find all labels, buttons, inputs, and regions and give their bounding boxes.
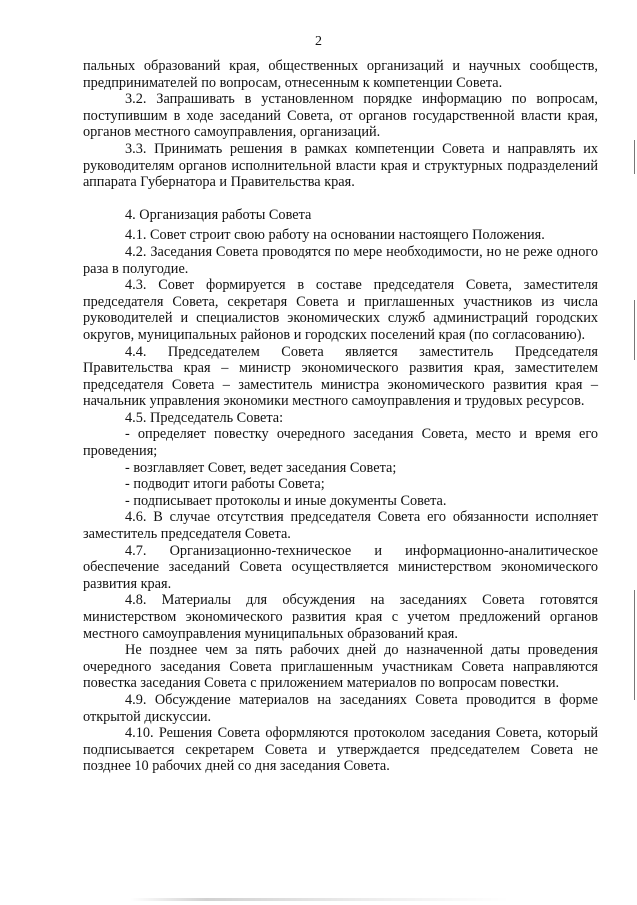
paragraph-4-2: 4.2. Заседания Совета проводятся по мере необходимости, но не реже одного раза в полугодие. <box>83 243 598 277</box>
document-body <box>83 58 598 775</box>
scan-margin-line <box>634 140 635 174</box>
paragraph-4-10: 4.10. Решения Совета оформляются протоколом заседания Совета, который подписывается секретарем Совета и утверждается председателем Совета не позднее 10 рабочих дней со дня заседания Совета. <box>83 725 598 775</box>
list-item-leads: - возглавляет Совет, ведет заседания Совета; <box>125 459 397 476</box>
paragraph-4-1: 4.1. Совет строит свою работу на основании настоящего Положения. <box>125 227 545 244</box>
paragraph-continuation: пальных образований края, общественных организаций и научных сообществ, предпринимателей по вопросам, отнесенным к компетенции Совета. <box>83 58 598 91</box>
paragraph-4-8: 4.8. Материалы для обсуждения на заседаниях Совета готовятся министерством экономического развития края с учетом предложений органов местного самоуправления муниципальных образований края. <box>83 592 598 642</box>
list-item-summarizes: - подводит итоги работы Совета; <box>125 476 325 493</box>
paragraph-4-8-deadline: Не позднее чем за пять рабочих дней до назначенной даты проведения очередного заседания Совета приглашенным участникам Совета направляются повестка заседания Совета с приложением материалов по вопросам повестки. <box>83 642 598 692</box>
paragraph-4-6: 4.6. В случае отсутствия председателя Совета его обязанности исполняет заместитель председателя Совета. <box>83 509 598 543</box>
scan-footer-smudge <box>130 898 510 901</box>
paragraph-4-7: 4.7. Организационно-техническое и информационно-аналитическое обеспечение заседаний Совета осуществляется министерством экономического развития края. <box>83 542 598 592</box>
scan-margin-line <box>634 590 635 700</box>
paragraph-4-4: 4.4. Председателем Совета является заместитель Председателя Правительства края – министр экономического развития края, заместителем председателя Совета – заместитель министра экономического развития края – начальник управления экономики местного самоуправления и трудовых ресурсов. <box>83 343 598 410</box>
section-heading-4: 4. Организация работы Совета <box>125 206 312 223</box>
paragraph-3-3: 3.3. Принимать решения в рамках компетенции Совета и направлять их руководителям органов исполнительной власти края и структурных подразделений аппарата Губернатора и Правительства края. <box>83 140 598 191</box>
list-item-agenda: - определяет повестку очередного заседания Совета, место и время его проведения; <box>83 426 598 460</box>
paragraph-4-5: 4.5. Председатель Совета: <box>125 409 284 426</box>
scan-margin-line <box>634 300 635 360</box>
list-item-signs: - подписывает протоколы и иные документы Совета. <box>125 492 447 509</box>
page-number: 2 <box>315 34 322 49</box>
paragraph-4-9: 4.9. Обсуждение материалов на заседаниях Совета проводится в форме открытой дискуссии. <box>83 691 598 725</box>
paragraph-3-2: 3.2. Запрашивать в установленном порядке информацию по вопросам, поступившим в ходе заседаний Совета, от органов государственной власти края, органов местного самоуправления, организаций. <box>83 91 598 141</box>
paragraph-4-3: 4.3. Совет формируется в составе председателя Совета, заместителя председателя Совета, секретаря Совета и приглашенных участников из числа руководителей и специалистов экономических служб администраций городских округов, муниципальных районов и городских поселений края (по согласованию). <box>83 277 598 343</box>
